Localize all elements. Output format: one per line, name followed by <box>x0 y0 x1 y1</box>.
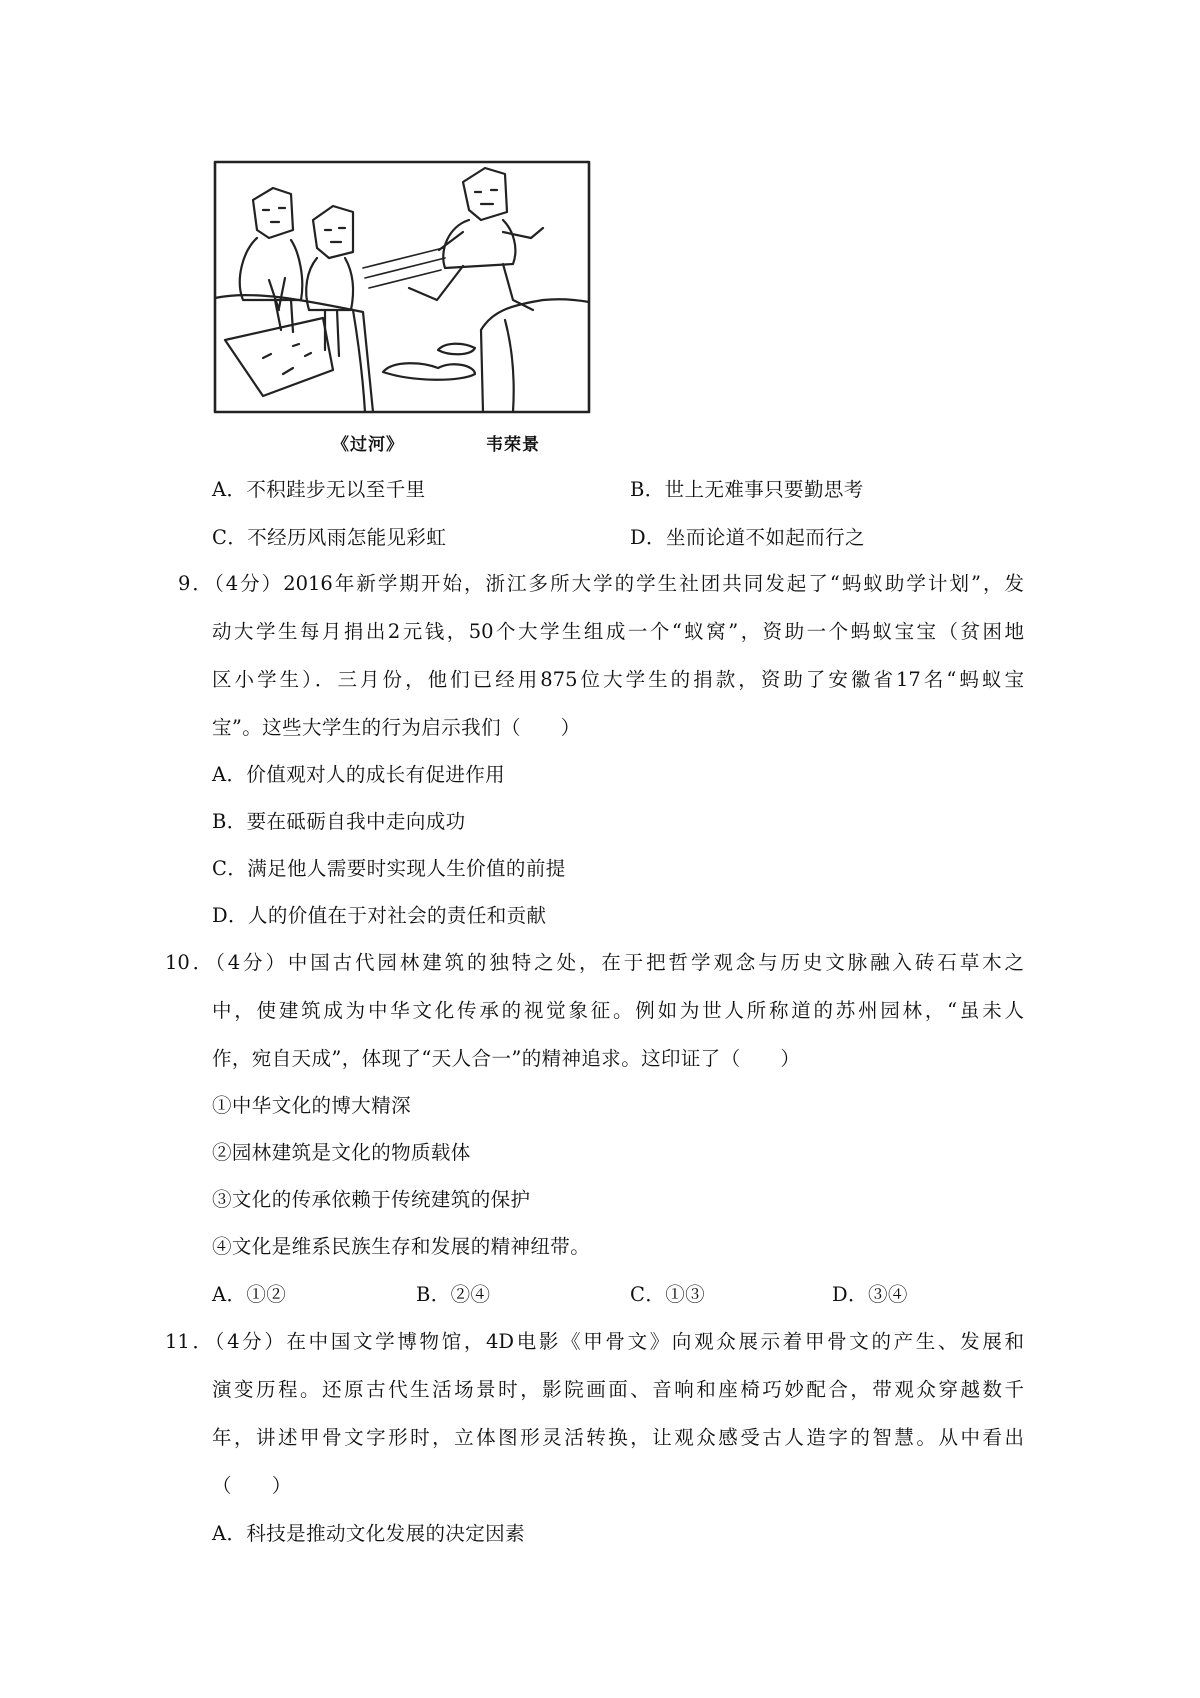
option-text: ③④ <box>867 1283 908 1306</box>
q11-stem-line: （ ） <box>212 1474 292 1497</box>
q10-option-a <box>212 1285 286 1305</box>
option-text: 世上无难事只要勤思考 <box>664 478 864 501</box>
q10-item-4: ④文化是维系民族生存和发展的精神纽带。 <box>212 1235 591 1258</box>
q8-option-c <box>212 528 446 548</box>
option-text: 不经历风雨怎能见彩虹 <box>247 526 447 549</box>
cartoon-image <box>213 160 593 456</box>
q8-option-b <box>630 480 864 500</box>
option-text: ①② <box>246 1283 287 1306</box>
option-letter: D． <box>832 1283 868 1306</box>
q9-option-c: C．满足他人需要时实现人生价值的前提 <box>212 857 566 880</box>
q8-option-d <box>630 528 865 548</box>
q10-stem-line: 作，宛自天成”，体现了“天人合一”的精神追求。这印证了（ ） <box>212 1047 801 1070</box>
option-letter: B． <box>416 1283 451 1306</box>
q10-stem-line: 10．（4分）中国古代园林建筑的独特之处，在于把哲学观念与历史文脉融入砖石草木之 <box>165 951 1024 974</box>
q9-stem-line: 区小学生）．三月份，他们已经用875位大学生的捐款，资助了安徽省17名“蚂蚁宝 <box>212 668 1024 691</box>
option-text: ②④ <box>450 1283 491 1306</box>
q11-stem-line: 年，讲述甲骨文字形时，立体图形灵活转换，让观众感受古人造字的智慧。从中看出 <box>212 1426 1024 1449</box>
option-text: 坐而论道不如起而行之 <box>665 526 865 549</box>
q11-option-a: A．科技是推动文化发展的决定因素 <box>212 1522 525 1545</box>
q9-option-d: D．人的价值在于对社会的责任和贡献 <box>212 904 547 927</box>
q9-stem-line: 动大学生每月捐出2元钱，50个大学生组成一个“蚁窝”，资助一个蚂蚁宝宝（贫困地 <box>212 620 1024 643</box>
cartoon-title: 《过河》 <box>332 435 404 455</box>
q11-stem-line: 11．（4分）在中国文学博物馆，4D电影《甲骨文》向观众展示着甲骨文的产生、发展和 <box>165 1330 1024 1353</box>
q10-item-2: ②园林建筑是文化的物质载体 <box>212 1141 471 1164</box>
option-letter: A． <box>212 1283 247 1306</box>
option-letter: C． <box>212 526 248 549</box>
q10-option-b <box>416 1285 490 1305</box>
option-letter: B． <box>630 478 665 501</box>
q10-stem-line: 中，使建筑成为中华文化传承的视觉象征。例如为世人所称道的苏州园林，“虽未人 <box>212 999 1024 1022</box>
q10-option-c <box>630 1285 705 1305</box>
q8-option-a <box>212 480 426 500</box>
q10-item-1: ①中华文化的博大精深 <box>212 1094 412 1117</box>
option-text: 不积跬步无以至千里 <box>246 478 426 501</box>
q9-option-a: A．价值观对人的成长有促进作用 <box>212 763 506 786</box>
q11-stem-line: 演变历程。还原古代生活场景时，影院画面、音响和座椅巧妙配合，带观众穿越数千 <box>212 1378 1024 1401</box>
cartoon-author: 韦荣景 <box>486 435 540 455</box>
q10-option-d <box>832 1285 908 1305</box>
option-text: ①③ <box>665 1283 706 1306</box>
option-letter: C． <box>630 1283 666 1306</box>
q9-stem-line: 9．（4分）2016年新学期开始，浙江多所大学的学生社团共同发起了“蚂蚁助学计划”，发 <box>178 572 1024 595</box>
option-letter: A． <box>212 478 247 501</box>
option-letter: D． <box>630 526 666 549</box>
q10-item-3: ③文化的传承依赖于传统建筑的保护 <box>212 1188 531 1211</box>
q9-stem-line: 宝”。这些大学生的行为启示我们（ ） <box>212 716 581 739</box>
q9-option-b: B．要在砥砺自我中走向成功 <box>212 810 466 833</box>
